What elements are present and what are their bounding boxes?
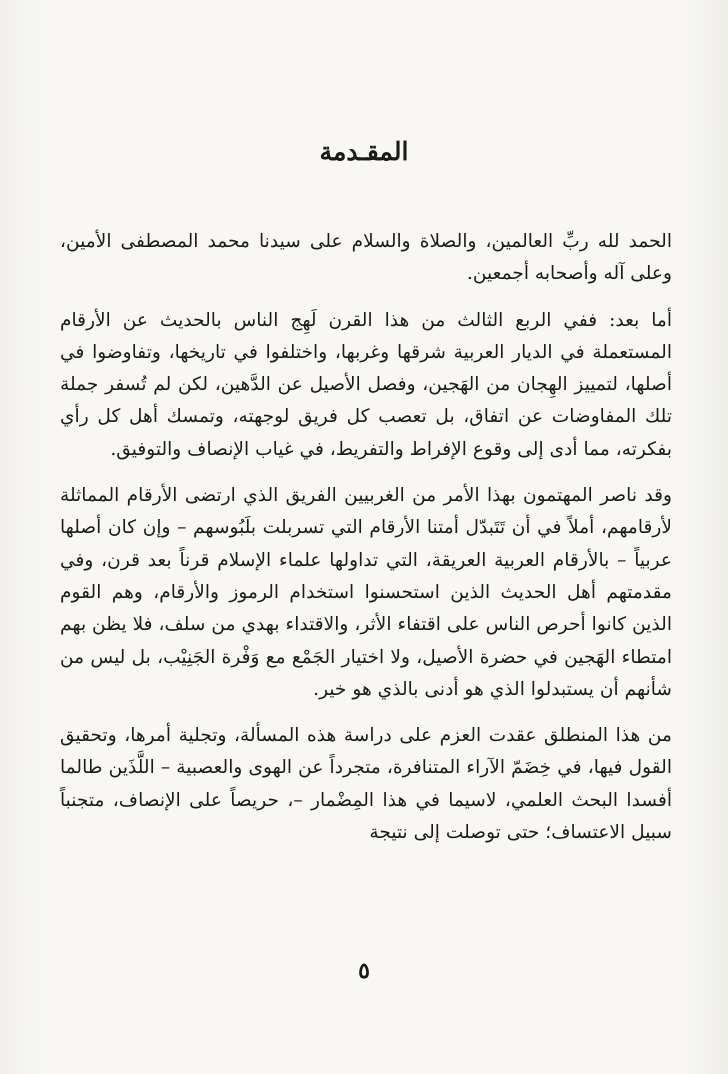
body-text [60,226,672,863]
paragraph-3: وقد ناصر المهتمون بهذا الأمر من الغربيين الفريق الذي ارتضى الأرقام المماثلة لأرقامهم، أملاً في أن تَتَبدّل أمتنا الأرقام التي تسربلت بلَبُوسهم – وإن كان أصلها عربياً – بالأرقام العربية العريقة، التي تداولها علماء الإسلام قرناً بعد قرن، وفي مقدمتهم أهل الحديث الذين استحسنوا استخدام الرموز والأرقام، وهم القوم الذين كانوا أحرص الناس على اقتفاء الأثر، والاقتداء بهدي من سلف، فلا يظن بهم امتطاء الهَجين في حضرة الأصيل، ولا اختيار الجَمْع مع وَفْرة الجَنِيْب، بل ليس من شأنهم أن يستبدلوا الذي هو أدنى بالذي هو خير. [60,485,672,700]
paragraph-4: من هذا المنطلق عقدت العزم على دراسة هذه المسألة، وتجلية أمرها، وتحقيق القول فيها، في خِضَمّ الآراء المتنافرة، متجرداً عن الهوى والعصبية – اللَّذَين طالما أفسدا البحث العلمي، لاسيما في هذا المِضْمار –، حريصاً على الإنصاف، متجنباً سبيل الاعتساف؛ حتى توصلت إلى نتيجة [60,725,672,844]
paragraph-2: أما بعد: ففي الربع الثالث من هذا القرن لَهِج الناس بالحديث عن الأرقام المستعملة في الديار العربية شرقها وغربها، واختلفوا في تاريخها، وتفاوضوا في أصلها، لتمييز الهِجان من الهَجين، وفصل الأصيل عن الدَّهين، لكن لم تُسفر جملة تلك المفاوضات عن اتفاق، بل تعصب كل فريق لوجهته، وتمسك أهل كل رأي بفكرته، مما أدى إلى وقوع الإفراط والتفريط، في غياب الإنصاف والتوفيق. [60,309,672,460]
page-number: ٥ [358,958,370,984]
page-title: المقـدمة [319,137,409,166]
paragraph-1: الحمد لله ربِّ العالمين، والصلاة والسلام على سيدنا محمد المصطفى الأمين، وعلى آله وأصحابه أجمعين. [60,231,672,285]
